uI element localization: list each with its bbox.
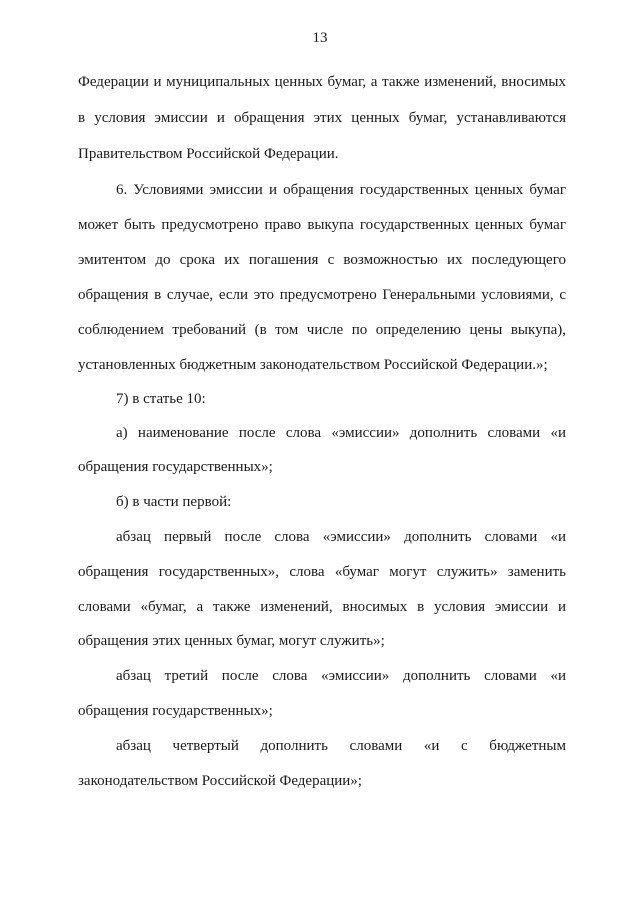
text-line: в условия эмиссии и обращения этих ценных бумаг, устанавливаются xyxy=(78,110,566,126)
paragraph-start-line: абзац четвертый дополнить словами «и с бюджетным xyxy=(116,738,566,754)
text-line: Правительством Российской Федерации. xyxy=(78,146,339,162)
text-line: эмитентом до срока их погашения с возможностью их последующего xyxy=(78,252,566,268)
paragraph-start-line: б) в части первой: xyxy=(116,494,232,510)
text-line: обращения в случае, если это предусмотрено Генеральными условиями, с xyxy=(78,287,566,303)
text-line: обращения государственных»; xyxy=(78,459,273,475)
paragraph-start-line: 7) в статье 10: xyxy=(116,391,206,407)
paragraph-start-line: а) наименование после слова «эмиссии» дополнить словами «и xyxy=(116,425,566,441)
paragraph-start-line: 6. Условиями эмиссии и обращения государственных ценных бумаг xyxy=(116,182,566,198)
paragraph-start-line: абзац первый после слова «эмиссии» дополнить словами «и xyxy=(116,529,566,545)
text-line: установленных бюджетным законодательством Российской Федерации.»; xyxy=(78,357,548,373)
text-line: может быть предусмотрено право выкупа государственных ценных бумаг xyxy=(78,217,566,233)
page-number: 13 xyxy=(312,30,328,46)
text-line: словами «бумаг, а также изменений, вносимых в условия эмиссии и xyxy=(78,599,566,615)
text-line: обращения государственных», слова «бумаг могут служить» заменить xyxy=(78,564,566,580)
text-line: законодательством Российской Федерации»; xyxy=(78,773,362,789)
text-line: соблюдением требований (в том числе по определению цены выкупа), xyxy=(78,322,566,338)
text-line: обращения этих ценных бумаг, могут служить»; xyxy=(78,633,385,649)
text-line: обращения государственных»; xyxy=(78,703,273,719)
text-line: Федерации и муниципальных ценных бумаг, а также изменений, вносимых xyxy=(78,74,566,90)
paragraph-start-line: абзац третий после слова «эмиссии» дополнить словами «и xyxy=(116,668,566,684)
